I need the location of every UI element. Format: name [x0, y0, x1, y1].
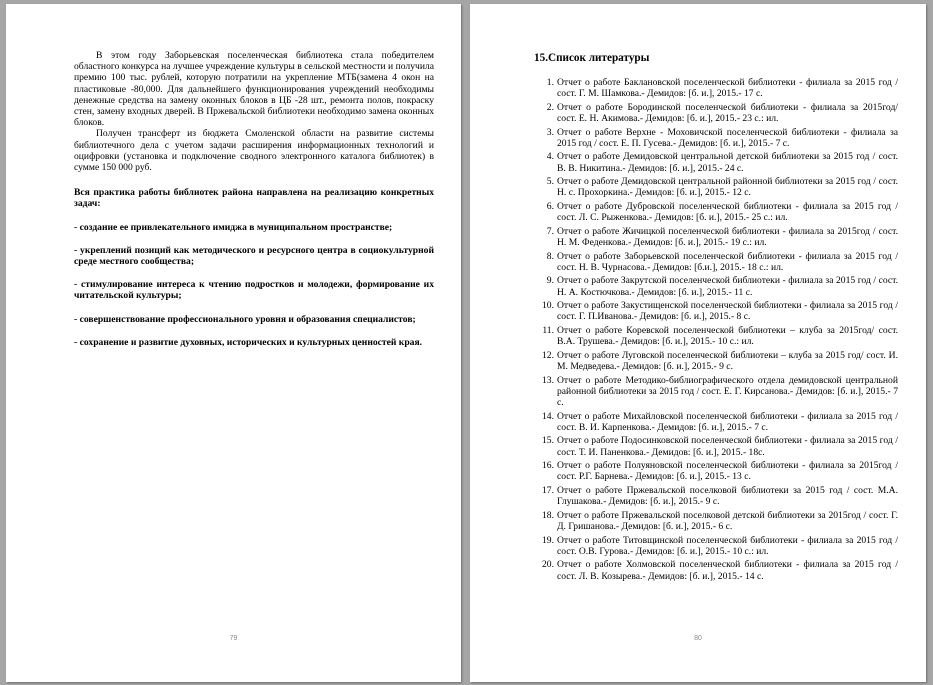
reference-item — [534, 559, 898, 581]
reference-number: 7. — [546, 225, 554, 237]
reference-text: Отчет о работе Пржевальской поселковой библиотеки за 2015 год / сост. М.А. Глушакова.- Демидов: [б. и.], 2015.- 9 с. — [557, 484, 898, 508]
reference-number: 17. — [542, 484, 554, 496]
reference-item — [534, 460, 898, 482]
reference-item — [534, 485, 898, 507]
reference-text: Отчет о работе Баклановской поселенческой библиотеки - филиала за 2015 год / сост. Г. М. Шамкова.- Демидов: [б. и.], 2015.- 17 с. — [557, 77, 898, 100]
reference-number: 19. — [542, 534, 554, 546]
reference-number: 18. — [542, 509, 554, 521]
reference-item — [534, 226, 898, 248]
reference-number: 3. — [546, 126, 554, 138]
task-item-reading-interest: - стимулирование интереса к чтению подростков и молодежи, формирование их читательской культуры; — [74, 279, 434, 302]
reference-item — [534, 350, 898, 372]
task-item-image: - создание ее привлекательного имиджа в муниципальном пространстве; — [74, 221, 393, 233]
reference-number: 8. — [546, 250, 554, 262]
reference-text: Отчет о работе Демидовской центральной детской библиотеки за 2015 год / сост. В. В. Никитина.- Демидов: [б. и.], 2015.- 24 с. — [557, 151, 898, 174]
task-item-professional-level: - совершенствование профессионального уровня и образования специалистов; — [74, 313, 416, 325]
reference-text: Отчет о работе Титовщинской поселенческой библиотеки - филиала за 2015 год / сост. О.В. Гурова.- Демидов: [б. и.], 2015.- 10 с.: ил. — [557, 534, 898, 557]
reference-item — [534, 251, 898, 273]
paragraph-transfer: Получен трансферт из бюджета Смоленской области на развитие системы библиотечного дела с учетом задачи расширения информационных технологий и оцифровки (установка и подключение сводного электронного каталога библиотек) в сумме 150 000 руб. — [74, 128, 434, 174]
reference-text: Отчет о работе Бородинской поселенческой библиотеки - филиала за 2015год/ сост. Е. Н. Акимова.- Демидов: [б. и.], 2015.- 23 с.: ил. — [557, 101, 898, 124]
reference-item — [534, 102, 898, 124]
reference-item — [534, 77, 898, 99]
reference-text: Отчет о работе Дубровской поселенческой библиотеки - филиала за 2015 год / сост. Л. С. Рыженкова.- Демидов: [б. и.], 2015.- 25 с.: ил. — [557, 200, 898, 224]
page-80 — [470, 4, 926, 682]
reference-text: Отчет о работе Заборьевской поселенческой библиотеки - филиала за 2015 год / сост. Н. В. Чурнасова.- Демидов: [б.и.], 2015.- 18 с.: ил. — [557, 250, 898, 273]
reference-text: Отчет о работе Жичицкой поселенческой библиотеки - филиала за 2015год / сост. Н. М. Феденкова.- Демидов: [б. и.], 2015.- 19 с.: ил. — [557, 225, 898, 248]
reference-number: 11. — [542, 324, 554, 336]
reference-number: 9. — [546, 275, 554, 287]
reference-text: Отчет о работе Закустищенской поселенческой библиотеки - филиала за 2015 год / сост. Г. П.Иванова.- Демидов: [б. и.], 2015.- 8 с. — [557, 300, 898, 323]
reference-number: 14. — [542, 410, 554, 422]
page-79-body — [74, 50, 434, 348]
reference-text: Отчет о работе Пржевальской поселковой детской библиотеки за 2015год / сост. Г. Д. Гришанова.- Демидов: [б. и.], 2015.- 6 с. — [557, 509, 898, 532]
reference-number: 4. — [546, 151, 554, 163]
page-79 — [6, 4, 461, 682]
reference-number: 16. — [542, 460, 554, 472]
reference-item — [534, 375, 898, 409]
reference-text: Отчет о работе Подосинковской поселенческой библиотеки - филиала за 2015 год / сост. Т. И. Паненкова.- Демидов: [б. и.], 2015.- 18с. — [557, 435, 898, 458]
paragraph-library-award: В этом году Заборьевская поселенческая библиотека стала победителем областного конкурса на лучшее учреждение культуры в сельской местности и получила премию 100 тыс. рублей, которую потратили на укрепление МТБ(замена 4 окон на пластиковые -80,000. Для дальнейшего функционирования учреждений необходимы денежные средства на замену оконных блоков в ЦБ -28 шт., ремонта полов, покраску стен, замену входных дверей. В Пржевальской библиотеки необходимо замена оконных блоков. — [74, 50, 434, 129]
reference-number: 10. — [542, 300, 554, 312]
reference-item — [534, 325, 898, 347]
reference-number: 6. — [546, 200, 554, 212]
reference-number: 1. — [546, 77, 554, 88]
reference-text: Отчет о работе Методико-библиографического отдела демидовской центральной районной библиотеки за 2015 год / сост. Е. Г. Кирсанова.- Демидов: [б. и.], 2015.- 7 с. — [557, 374, 898, 408]
task-item-methodical-center: - укреплений позиций как методического и ресурсного центра в социокультурной среде местного сообщества; — [74, 244, 434, 268]
section-title: 15.Список литературы — [534, 52, 650, 64]
reference-item — [534, 176, 898, 198]
reference-item — [534, 201, 898, 223]
reference-item — [534, 411, 898, 433]
reference-text: Отчет о работе Коревской поселенческой библиотеки – клуба за 2015год/ сост. В.А. Трушева.- Демидов: [б. и.], 2015.- 10 с.: ил. — [557, 324, 898, 348]
page-80-body — [534, 51, 898, 584]
task-item-cultural-values: - сохранение и развитие духовных, исторических и культурных ценностей края. — [74, 336, 423, 348]
reference-text: Отчет о работе Михайловской поселенческой библиотеки - филиала за 2015 год / сост. В. И. Карпенкова.- Демидов: [б. и.], 2015.- 7 с. — [557, 410, 898, 433]
reference-number: 5. — [546, 176, 554, 188]
reference-number: 12. — [542, 349, 554, 361]
page-number-79: 79 — [229, 635, 238, 642]
reference-text: Отчет о работе Холмовской поселенческой библиотеки - филиала за 2015 год / сост. Л. В. Козырева.- Демидов: [б. и.], 2015.- 14 с. — [557, 559, 898, 582]
reference-text: Отчет о работе Луговской поселенческой библиотеки – клуба за 2015 год/ сост. И. М. Медведева.- Демидов: [б. и.], 2015.- 9 с. — [557, 349, 898, 372]
reference-item — [534, 435, 898, 457]
reference-list — [534, 77, 898, 582]
reference-number: 2. — [546, 101, 554, 113]
page-number-80: 80 — [694, 635, 702, 642]
tasks-heading: Вся практика работы библиотек района направлена на реализацию конкретных задач: — [74, 187, 434, 210]
reference-item — [534, 275, 898, 297]
reference-text: Отчет о работе Закрутской поселенческой библиотеки - филиала за 2015 год / сост. Н. А. Костючкова.- Демидов: [б. и.], 2015.- 11 с. — [557, 275, 898, 298]
reference-item — [534, 535, 898, 557]
reference-text: Отчет о работе Полуяновской поселенческой библиотеки - филиала за 2015год / сост. Р.Г. Барнева.- Демидов: [б. и.], 2015.- 13 с. — [557, 460, 898, 483]
reference-number: 13. — [542, 374, 554, 386]
reference-text: Отчет о работе Верхне - Моховичской поселенческой библиотеки - филиала за 2015 год / сост. Е. П. Гусева.- Демидов: [б. и.], 2015.- 7 с. — [557, 126, 898, 149]
reference-item — [534, 127, 898, 149]
reference-item — [534, 300, 898, 322]
reference-number: 15. — [542, 435, 554, 447]
reference-item — [534, 151, 898, 173]
reference-item — [534, 510, 898, 532]
reference-number: 20. — [542, 559, 554, 571]
reference-text: Отчет о работе Демидовской центральной районной библиотеки за 2015 год / сост. Н. с. Прохоркина.- Демидов: [б. и.], 2015.- 12 с. — [557, 176, 898, 199]
